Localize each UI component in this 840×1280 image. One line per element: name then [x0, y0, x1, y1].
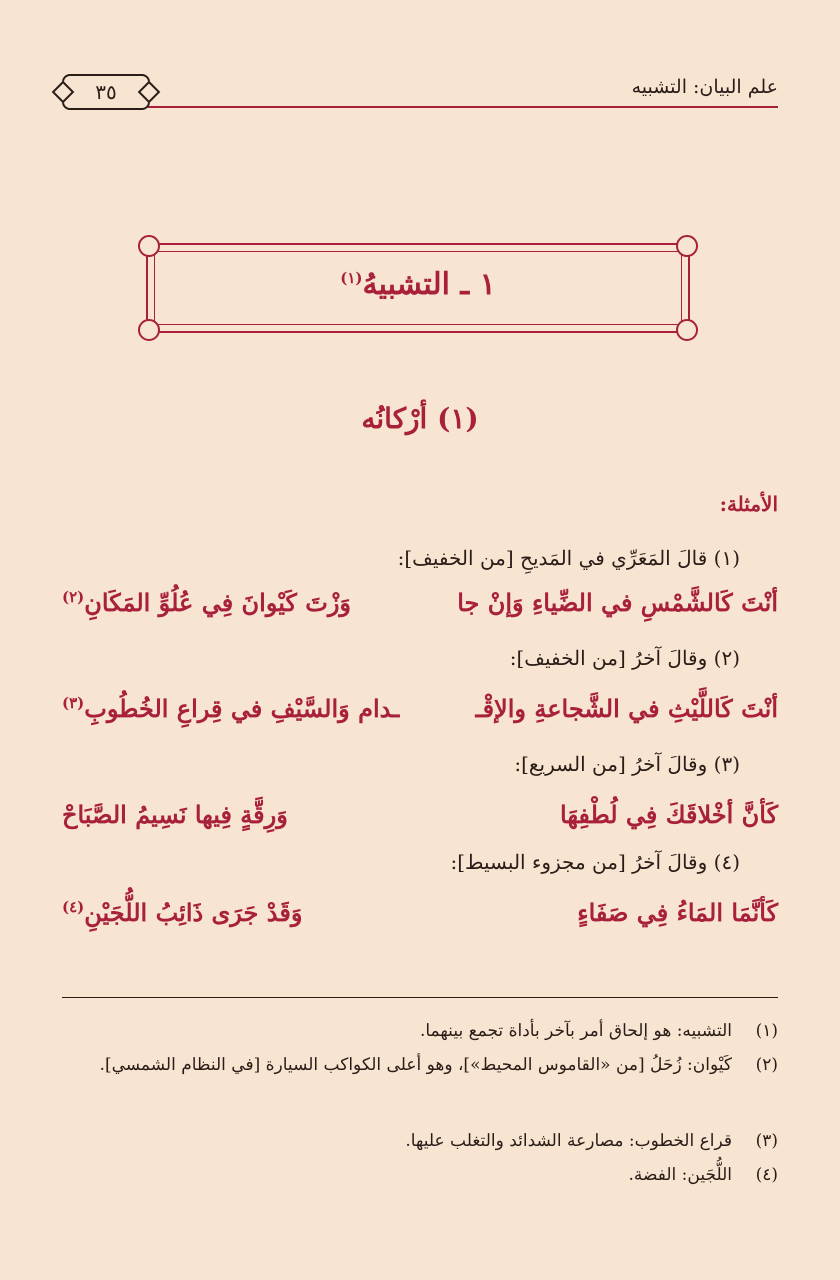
- footnote-text: اللُّجَين: الفضة.: [628, 1165, 732, 1185]
- footnote-ref: (٣): [62, 694, 85, 712]
- example-intro: (٤) وقالَ آخرُ [من مجزوء البسيط]:: [450, 850, 740, 874]
- verse-hemistich-first: كَأنَّ أخْلاقَكَ فِي لُطْفِهَا: [560, 800, 778, 829]
- footnote-ref: (٢): [62, 588, 85, 606]
- verse-line: [62, 800, 778, 840]
- footnote-number: (٣): [755, 1131, 778, 1151]
- page-number: ٣٥: [62, 74, 150, 110]
- footnote-separator: [62, 997, 778, 998]
- footnote: [62, 1016, 778, 1046]
- example-intro: (١) قالَ المَعَرِّي في المَديحِ [من الخفيف]:: [397, 546, 740, 570]
- subheading: (١) أرْكانُه: [361, 402, 479, 435]
- verse-hemistich-second: [62, 694, 399, 723]
- footnote-number: (٤): [755, 1165, 778, 1185]
- header-title: علم البيان: التشبيه: [631, 76, 778, 98]
- footnote: [62, 1126, 778, 1156]
- section-title-footnote-ref: (١): [340, 269, 363, 287]
- footnote: [62, 1050, 778, 1080]
- verse-hemistich-first: أنْتَ كَالشَّمْسِ في الضِّياءِ وَإنْ جا: [457, 588, 778, 617]
- corner-ornament: [676, 319, 698, 341]
- hemistich-text: ـدام وَالسَّيْفِ في قِراعِ الخُطُوبِ: [84, 694, 400, 723]
- footnote-ref: (٤): [62, 898, 85, 916]
- verse-hemistich-second: [62, 898, 302, 927]
- corner-ornament: [138, 235, 160, 257]
- corner-ornament: [138, 319, 160, 341]
- verse-line: [62, 898, 778, 938]
- footnote-text: قراع الخطوب: مصارعة الشدائد والتغلب عليها.: [405, 1131, 732, 1151]
- section-title-text: ١ ـ التشبيهُ: [362, 267, 496, 302]
- footnote-text: كَيْوان: زُحَلُ [من «القاموس المحيط»]، وهو أعلى الكواكب السيارة [في النظام الشمسي].: [99, 1055, 732, 1075]
- verse-line: [62, 588, 778, 628]
- section-title-frame: [146, 243, 690, 333]
- hemistich-text: وَقَدْ جَرَى ذَائِبُ اللُّجَيْنِ: [84, 898, 303, 927]
- header-rule: [148, 106, 778, 108]
- example-intro: (٣) وقالَ آخرُ [من السريع]:: [514, 752, 740, 776]
- footnote: [62, 1160, 778, 1190]
- verse-line: [62, 694, 778, 734]
- verse-hemistich-first: كَأنَّمَا المَاءُ فِي صَفَاءٍ: [577, 898, 778, 927]
- footnote-text: التشبيه: هو إلحاق أمر بآخر بأداة تجمع بينهما.: [419, 1021, 732, 1041]
- examples-label: الأمثلة:: [719, 492, 778, 516]
- verse-hemistich-second: [62, 588, 351, 617]
- example-intro: (٢) وقالَ آخرُ [من الخفيف]:: [509, 646, 740, 670]
- section-title: [148, 267, 688, 302]
- hemistich-text: وَزْتَ كَيْوانَ فِي عُلُوِّ المَكَانِ: [84, 588, 352, 617]
- verse-hemistich-second: وَرِقَّةٍ فِيها نَسِيمُ الصَّبَاحْ: [62, 800, 288, 829]
- verse-hemistich-first: أنْتَ كَاللَّيْثِ في الشَّجاعةِ والإقْـ: [475, 694, 778, 723]
- corner-ornament: [676, 235, 698, 257]
- footnote-number: (١): [755, 1021, 778, 1041]
- footnote-number: (٢): [755, 1055, 778, 1075]
- running-header: [62, 72, 778, 112]
